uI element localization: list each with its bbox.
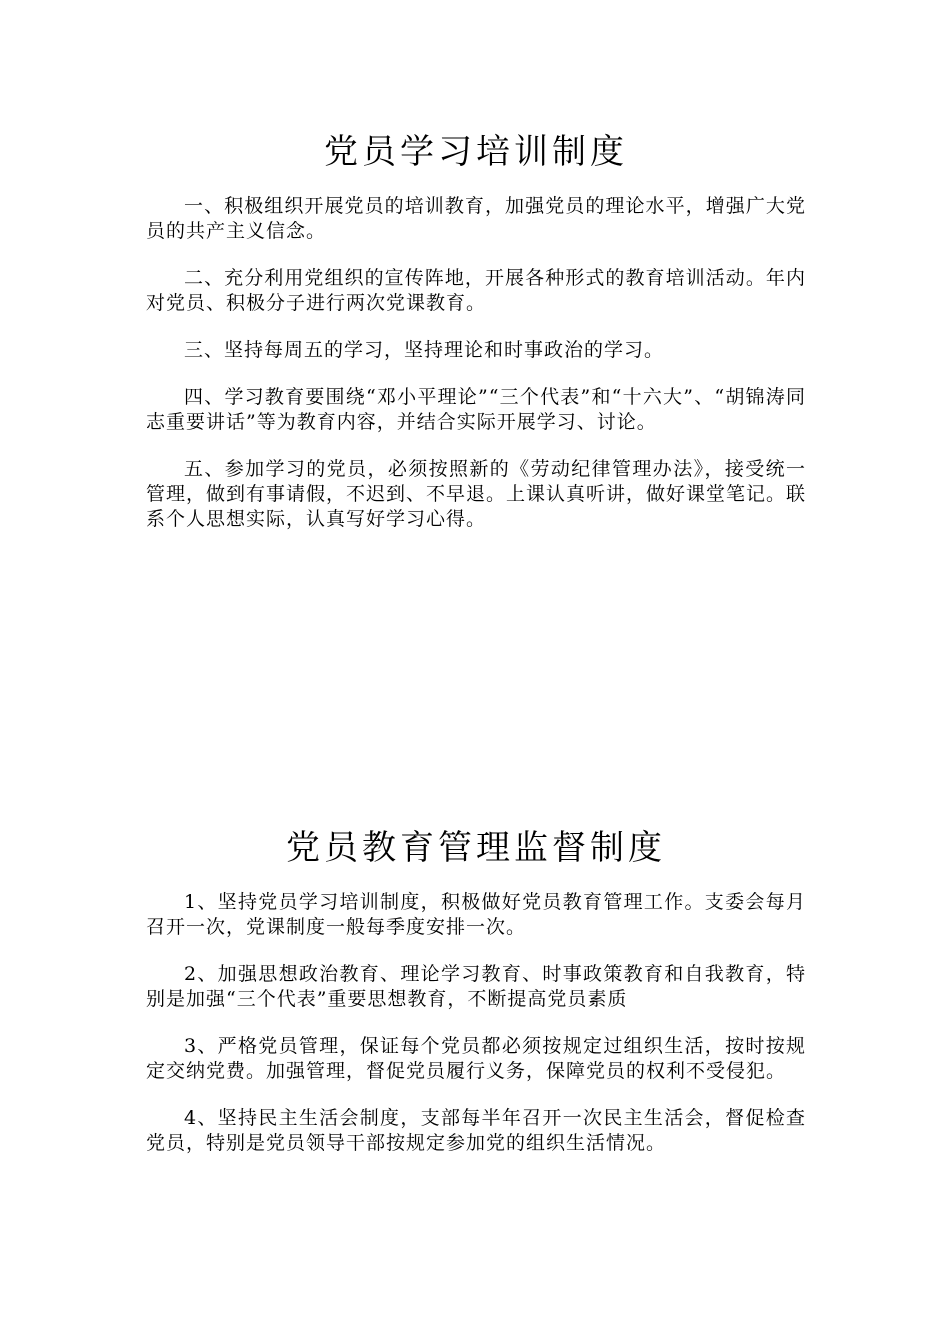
doc1-paragraph-4: 四、学习教育要围绕“邓小平理论”“三个代表”和“十六大”、“胡锦涛同志重要讲话”等为教育内容，并结合实际开展学习、讨论。 [146,386,806,433]
education-supervision-regulation [146,818,806,1178]
doc2-paragraph-2: 2、加强思想政治教育、理论学习教育、时事政策教育和自我教育，特别是加强“三个代表”重要思想教育，不断提高党员素质 [146,963,806,1010]
doc2-paragraph-3: 3、严格党员管理，保证每个党员都必须按规定过组织生活，按时按规定交纳党费。加强管理，督促党员履行义务，保障党员的权利不受侵犯。 [146,1035,806,1082]
doc2-paragraph-4: 4、坚持民主生活会制度，支部每半年召开一次民主生活会，督促检查党员，特别是党员领导干部按规定参加党的组织生活情况。 [146,1107,806,1154]
doc1-paragraph-5: 五、参加学习的党员，必须按照新的《劳动纪律管理办法》，接受统一管理，做到有事请假，不迟到、不早退。上课认真听讲，做好课堂笔记。联系个人思想实际，认真写好学习心得。 [146,458,807,530]
doc1-paragraph-3: 三、坚持每周五的学习，坚持理论和时事政治的学习。 [184,339,665,361]
doc2-title: 党员教育管理监督制度 [286,828,666,868]
study-training-regulation [146,122,806,554]
doc1-paragraph-2: 二、充分利用党组织的宣传阵地，开展各种形式的教育培训活动。年内对党员、积极分子进行两次党课教育。 [146,267,806,314]
doc1-paragraph-1: 一、积极组织开展党员的培训教育，加强党员的理论水平，增强广大党员的共产主义信念。 [146,195,806,242]
doc2-paragraph-1: 1、坚持党员学习培训制度，积极做好党员教育管理工作。支委会每月召开一次，党课制度一般每季度安排一次。 [146,891,806,938]
doc1-title: 党员学习培训制度 [324,132,628,172]
